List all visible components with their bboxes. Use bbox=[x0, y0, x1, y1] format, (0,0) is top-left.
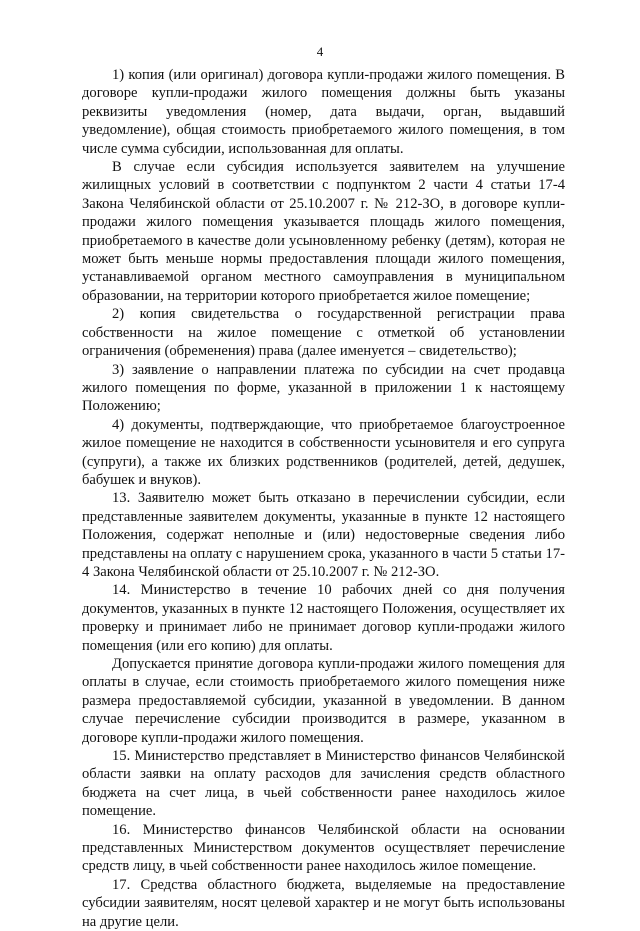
paragraph-item-4-ownership-documents: 4) документы, подтверждающие, что приобретаемое благоустроенное жилое помещение не находится в собственности усыновителя и его супруга (супруги), а также их близких родственников (родителей, детей, дедушек, бабушек и внуков). bbox=[82, 416, 565, 488]
paragraph-15-finance-requests: 15. Министерство представляет в Министерство финансов Челябинской области заявки на оплату расходов для зачисления средств областного бюджета на счет лица, в чьей собственности ранее находилось жилое помещение. bbox=[82, 748, 565, 820]
document-body bbox=[82, 66, 565, 931]
paragraph-item-2-certificate: 2) копия свидетельства о государственной регистрации права собственности на жилое помещение с отметкой об установлении ограничения (обременения) права (далее именуется – свидетельство); bbox=[82, 306, 565, 360]
paragraph-13-refusal: 13. Заявителю может быть отказано в перечислении субсидии, если представленные заявителем документы, указанные в пункте 12 настоящего Положения, содержат неполные и (или) недостоверные сведения либо представлены на оплату с нарушением срока, указанного в части 5 статьи 17-4 Закона Челябинской области от 25.10.2007 г. № 212-ЗО. bbox=[82, 490, 565, 580]
paragraph-17-targeted-funds: 17. Средства областного бюджета, выделяемые на предоставление субсидии заявителям, носят целевой характер и не могут быть использованы на другие цели. bbox=[82, 876, 565, 930]
paragraph-lower-cost-acceptance: Допускается принятие договора купли-продажи жилого помещения для оплаты в случае, если стоимость приобретаемого жилого помещения ниже размера предоставляемой субсидии, указанной в уведомлении. В данном случае перечисление субсидии производится в размере, указанном в договоре купли-продажи жилого помещения. bbox=[82, 656, 565, 746]
paragraph-item-3-payment-request: 3) заявление о направлении платежа по субсидии на счет продавца жилого помещения по форме, указанной в приложении 1 к настоящему Положению; bbox=[82, 361, 565, 415]
paragraph-adopted-child-share: В случае если субсидия используется заявителем на улучшение жилищных условий в соответствии с подпунктом 2 части 4 статьи 17-4 Закона Челябинской области от 25.10.2007 г. № 212-ЗО, в договоре купли-продажи жилого помещения указывается площадь жилого помещения, приобретаемого в качестве доли усыновленному ребенку (детям), которая не может быть меньше нормы предоставления площади жилого помещения, устанавливаемой органом местного самоуправления в муниципальном образовании, на территории которого приобретается жилое помещение; bbox=[82, 159, 565, 304]
paragraph-item-1-contract-copy: 1) копия (или оригинал) договора купли-продажи жилого помещения. В договоре купли-продажи жилого помещения должны быть указаны реквизиты уведомления (номер, дата выдачи, орган, выдавший уведомление), общая стоимость приобретаемого жилого помещения, в том числе сумма субсидии, использованная для оплаты. bbox=[82, 67, 565, 157]
paragraph-16-transfer: 16. Министерство финансов Челябинской области на основании представленных Министерством документов осуществляет перечисление средств лицу, в чьей собственности ранее находилось жилое помещение. bbox=[82, 821, 565, 875]
page-number: 4 bbox=[316, 44, 324, 59]
paragraph-14-verification: 14. Министерство в течение 10 рабочих дней со дня получения документов, указанных в пункте 12 настоящего Положения, осуществляет их проверку и принимает либо не принимает договор купли-продажи жилого помещения (или его копию) для оплаты. bbox=[82, 582, 565, 654]
